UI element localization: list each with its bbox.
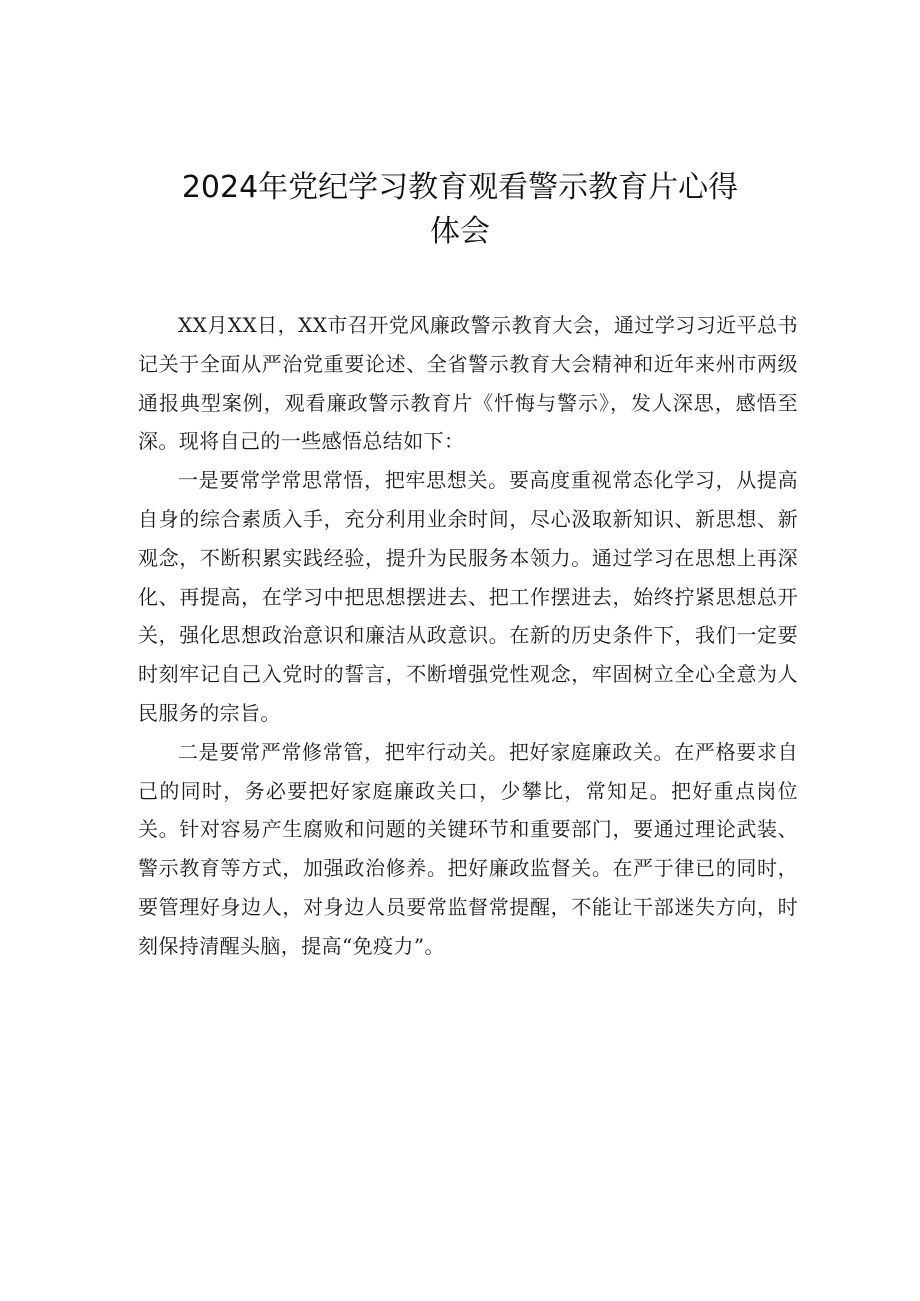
- document-body: [138, 306, 798, 966]
- title-line-1: 2024年党纪学习教育观看警示教育片心得: [181, 170, 739, 205]
- paragraph-intro: XX月XX日，XX市召开党风廉政警示教育大会，通过学习习近平总书记关于全面从严治党重要论述、全省警示教育大会精神和近年来州市两级通报典型案例，观看廉政警示教育片《忏悔与警示》，发人深思，感悟至深。现将自己的一些感悟总结如下：: [138, 313, 798, 454]
- paragraph-point-one: 一是要常学常思常悟，把牢思想关。要高度重视常态化学习，从提高自身的综合素质入手，充分利用业余时间，尽心汲取新知识、新思想、新观念，不断积累实践经验，提升为民服务本领力。通过学习在思想上再深化、再提高，在学习中把思想摆进去、把工作摆进去，始终拧紧思想总开关，强化思想政治意识和廉洁从政意识。在新的历史条件下，我们一定要时刻牢记自己入党时的誓言，不断增强党性观念，牢固树立全心全意为人民服务的宗旨。: [138, 468, 798, 725]
- document-title: [110, 166, 810, 254]
- title-line-2: 体会: [430, 214, 490, 249]
- paragraph-point-two: 二是要常严常修常管，把牢行动关。把好家庭廉政关。在严格要求自己的同时，务必要把好家庭廉政关口，少攀比，常知足。把好重点岗位关。针对容易产生腐败和问题的关键环节和重要部门，要通过理论武装、警示教育等方式，加强政治修养。把好廉政监督关。在严于律已的同时，要管理好身边人，对身边人员要常监督常提醒，不能让干部迷失方向，时刻保持清醒头脑，提高“免疫力”。: [138, 739, 798, 958]
